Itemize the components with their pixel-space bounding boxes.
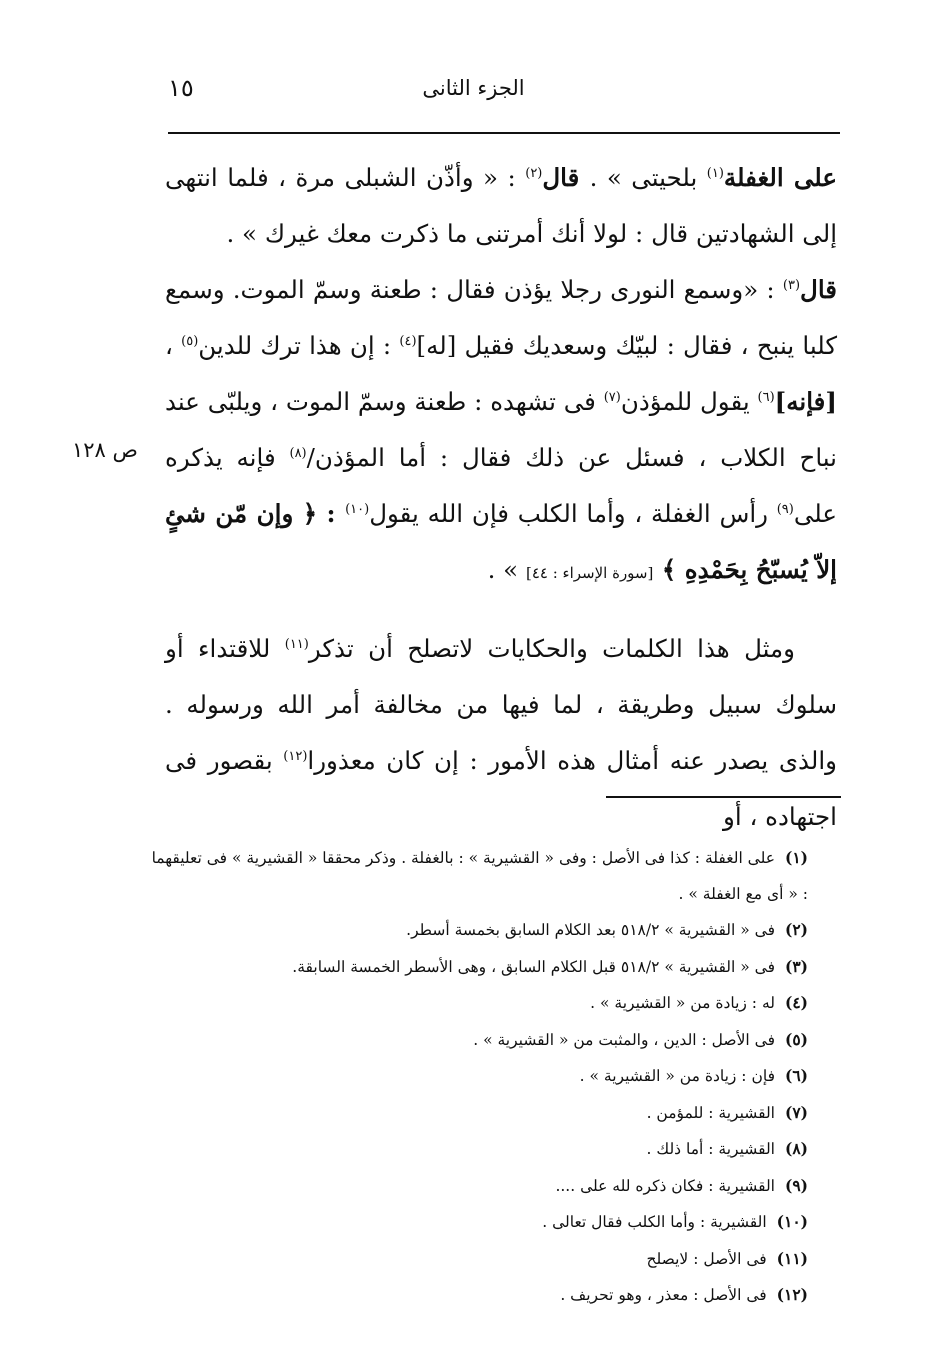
footnote-number: (٢) — [784, 920, 808, 939]
body-text-run: قال — [542, 163, 590, 192]
body-text-run: للاقتداء أو سلوك سبيل وطريقة ، لما فيها من مخالفة أمر الله ورسوله . والذى يصدر عنه أمثال هذه الأمور : إن كان معذورا — [165, 634, 837, 775]
footnote-item — [150, 1058, 842, 1095]
footnote-text: على الغفلة : كذا فى الأصل : وفى « القشيرية » : بالغفلة . وذكر محققا « القشيرية » فى تعليقهما : « أى مع الغفلة » . — [151, 849, 808, 903]
quran-verse: : ﴿ وإن مّن شئٍ إلاّ يُسبّحُ بِحَمْدِهِ ﴾ — [165, 499, 837, 584]
footnote-text: القشيرية : أما ذلك . — [646, 1140, 775, 1158]
footnote-number: (٣) — [784, 956, 808, 976]
body-text-run: قال — [800, 275, 837, 304]
footnote-item — [150, 1277, 842, 1314]
body-text-run: ومثل هذا الكلمات والحكايات لاتصلح أن تذكر — [308, 634, 795, 663]
body-text-run: فإنه يذكره على — [165, 443, 838, 528]
footnote-text: فى « القشيرية » ٥١٨/٢ بعد الكلام السابق بخمسة أسطر. — [406, 921, 775, 939]
footnote-text: فى « القشيرية » ٥١٨/٢ قبل الكلام السابق ، وهى الأسطر الخمسة السابقة. — [292, 957, 775, 976]
footnote-item — [150, 985, 842, 1022]
footnote-number: (٦) — [784, 1066, 808, 1085]
footnote-number: (١) — [784, 848, 808, 867]
page-number: ١٥ — [168, 74, 194, 102]
footnote-item — [150, 1131, 842, 1168]
footnote-item — [150, 1168, 842, 1205]
body-text-run: : «وسمع النورى رجلا يؤذن فقال : طعنة وسمّ الموت. وسمع كلبا ينبح ، فقال : لبيّك وسعديك فقيل — [165, 275, 837, 360]
footnote-text: فى الأصل : لايصلح — [646, 1249, 767, 1268]
body-text-run: : إن هذا ترك للدين — [198, 331, 400, 360]
body-paragraph — [165, 150, 837, 601]
body-text-run: بلحيتى » . — [589, 163, 707, 192]
footnote-item — [150, 912, 842, 949]
footnote-number: (١٠) — [776, 1212, 808, 1231]
footnote-ref: (٦) — [757, 389, 775, 405]
footnote-text: له : زيادة من « القشيرية » . — [590, 994, 775, 1012]
footnote-number: (١١) — [776, 1248, 808, 1268]
body-paragraph — [165, 621, 837, 845]
footnote-number: (١٢) — [776, 1285, 808, 1304]
footnote-item — [150, 1095, 842, 1132]
footnote-number: (٩) — [784, 1175, 808, 1195]
footnote-text: القشيرية : للمؤمن . — [646, 1103, 775, 1122]
footnote-ref: (٣) — [782, 277, 801, 293]
footnote-ref: (١٠) — [345, 501, 370, 517]
footnote-rule — [606, 796, 841, 798]
body-text-run: رأس الغفلة ، وأما الكلب فإن الله يقول — [369, 499, 777, 528]
header-rule — [168, 132, 840, 134]
footnote-item — [150, 1241, 842, 1278]
footnote-number: (٨) — [784, 1139, 808, 1158]
footnote-ref: (١) — [706, 165, 724, 181]
body-text-run: ، — [165, 331, 182, 360]
footnote-text: فإن : زيادة من « القشيرية » . — [579, 1067, 775, 1085]
body-text-run: فى تشهده : طعنة وسمّ الموت ، ويلبّى عند نباح الكلاب ، فسئل عن ذلك فقال : أما المؤذن/ — [165, 387, 837, 472]
margin-page-reference: ص ١٢٨ — [72, 438, 138, 462]
footnote-ref: (٧) — [603, 389, 621, 405]
footnote-ref: (١٢) — [283, 748, 308, 764]
body-text-run: [له] — [416, 331, 457, 360]
footnote-text: القشيرية : فكان ذكره لله على .... — [555, 1176, 775, 1195]
footnote-ref: (٤) — [399, 333, 417, 349]
footnote-number: (٥) — [784, 1029, 808, 1049]
footnote-text: فى الأصل : معذر ، وهو تحريف . — [560, 1286, 767, 1304]
footnote-number: (٤) — [784, 993, 808, 1012]
footnote-text: فى الأصل : الدين ، والمثبت من « القشيرية » . — [473, 1030, 775, 1049]
verse-citation: [سورة الإسراء : ٤٤] — [525, 564, 654, 582]
footnote-ref: (٢) — [525, 165, 543, 181]
footnote-ref: (٨) — [289, 445, 307, 461]
footnotes — [150, 840, 842, 1314]
footnote-item — [150, 949, 842, 986]
footnote-text: القشيرية : وأما الكلب فقال تعالى . — [542, 1213, 767, 1231]
footnote-item — [150, 1022, 842, 1059]
footnote-ref: (٩) — [776, 501, 794, 517]
body-text-run: على الغفلة — [723, 163, 837, 192]
body-text-run: يقول للمؤذن — [620, 387, 758, 416]
footnote-ref: (١١) — [284, 636, 309, 652]
body-text-run: بقصور فى اجتهاده ، أو — [165, 746, 837, 831]
body-text-run: » . — [487, 555, 526, 584]
main-text — [165, 150, 837, 845]
footnote-number: (٧) — [784, 1102, 808, 1122]
body-text-run: : « وأذّن الشبلى مرة ، فلما انتهى إلى الشهادتين قال : لولا أنك أمرتنى ما ذكرت معك غيرك » . — [165, 163, 837, 248]
footnote-item — [150, 1204, 842, 1241]
footnote-item — [150, 840, 842, 912]
body-text-run: [فإنه] — [774, 387, 837, 416]
running-head: الجزء الثانى — [422, 76, 525, 100]
footnote-ref: (٥) — [181, 333, 199, 349]
